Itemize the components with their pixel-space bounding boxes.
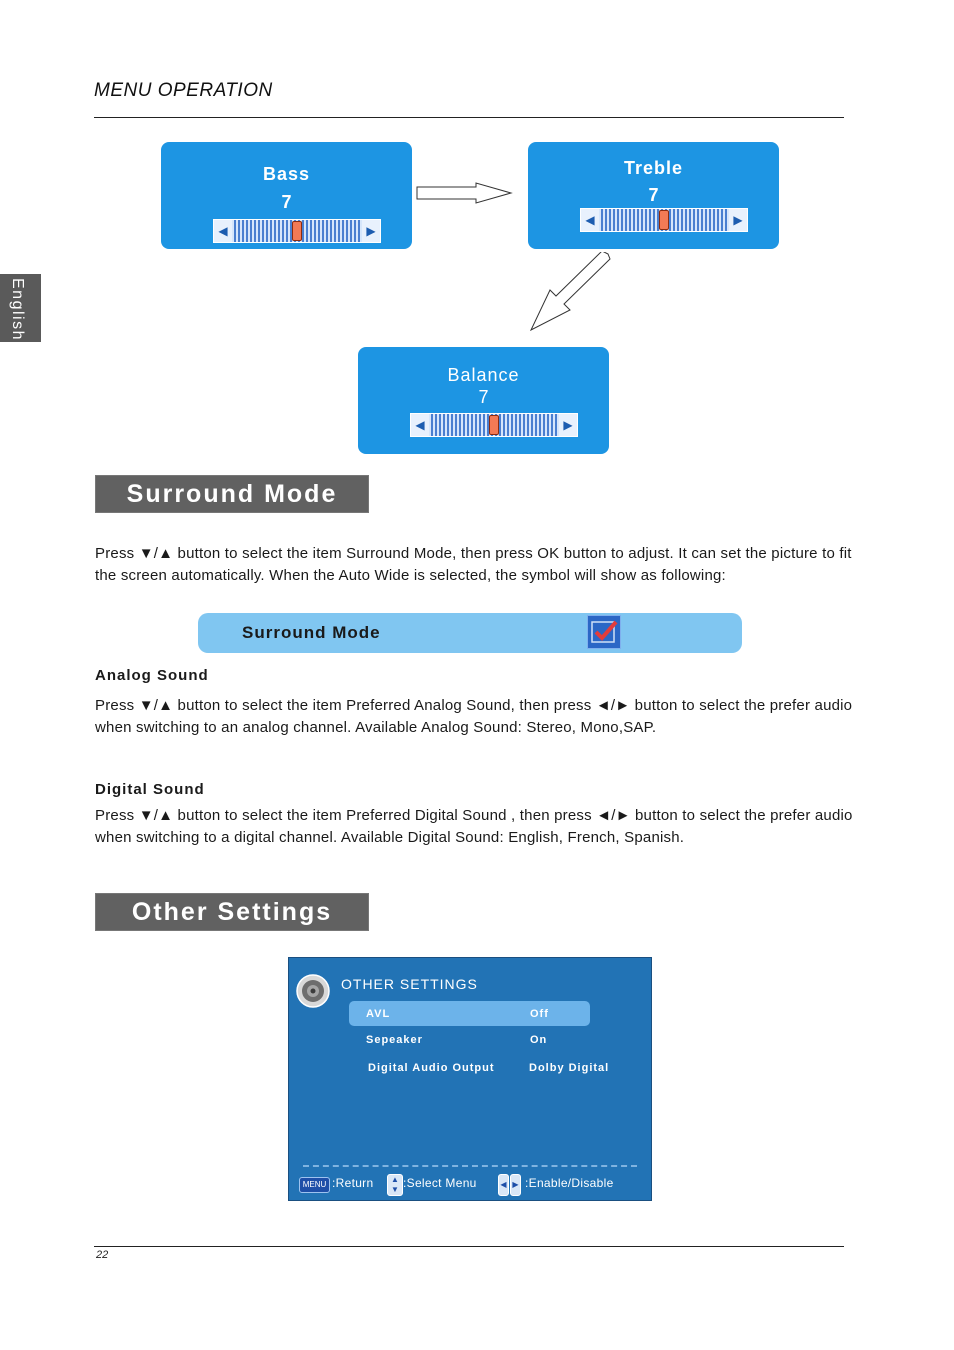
right-arrow-icon: [416, 182, 514, 204]
row-avl-label[interactable]: AVL: [366, 1008, 391, 1020]
speaker-icon: [296, 974, 330, 1008]
footer-enable-text: :Enable/Disable: [525, 1176, 614, 1190]
balance-value: 7: [478, 387, 489, 407]
language-side-tab: [0, 274, 41, 342]
bass-slider[interactable]: [213, 219, 381, 243]
header-divider: [94, 117, 844, 118]
balance-right-arrow-icon: ▶: [559, 414, 577, 436]
digital-sound-heading: Digital Sound: [95, 781, 205, 798]
surround-mode-paragraph: Press ▼/▲ button to select the item Surround Mode, then press OK button to adjust. It can set the picture to fit the screen automatically. When the Auto Wide is selected, the symbol will show as following:: [95, 545, 852, 584]
surround-mode-menu-bar[interactable]: [198, 613, 742, 653]
bass-osd-box: [161, 142, 412, 249]
row-speaker-label[interactable]: Sepeaker: [366, 1034, 423, 1046]
other-settings-panel: [288, 957, 652, 1201]
checkbox-checked-icon[interactable]: [587, 615, 621, 649]
balance-slider-thumb[interactable]: [489, 415, 499, 435]
footer-divider-line: [94, 1246, 844, 1247]
surround-mode-bar-label: Surround Mode: [242, 623, 381, 642]
balance-osd-box: [358, 347, 609, 454]
treble-slider[interactable]: [580, 208, 748, 232]
digital-sound-paragraph: Press ▼/▲ button to select the item Preferred Digital Sound , then press ◄/► button to select the prefer audio when switching to a digital channel. Available Digital Sound: English, French, Spanish.: [95, 807, 853, 846]
treble-label: Treble: [623, 158, 684, 178]
up-down-nav-icon: ▲ ▼: [387, 1174, 403, 1196]
analog-sound-heading: Analog Sound: [95, 667, 209, 684]
page-number: 22: [96, 1249, 109, 1261]
bass-slider-thumb[interactable]: [292, 221, 302, 241]
surround-mode-heading: Surround Mode: [95, 475, 369, 513]
treble-right-arrow-icon: ▶: [729, 209, 747, 231]
treble-value: 7: [648, 185, 659, 205]
bass-left-arrow-icon: ◀: [214, 220, 232, 242]
panel-title: OTHER SETTINGS: [341, 976, 478, 992]
balance-slider[interactable]: [410, 413, 578, 437]
row-speaker-value[interactable]: On: [530, 1034, 548, 1046]
balance-left-arrow-icon: ◀: [411, 414, 429, 436]
footer-select-text: :Select Menu: [403, 1176, 477, 1190]
row-digital-audio-output-label[interactable]: Digital Audio Output: [368, 1062, 495, 1074]
footer-return-text: :Return: [332, 1176, 374, 1190]
treble-left-arrow-icon: ◀: [581, 209, 599, 231]
down-left-arrow-icon: [528, 252, 612, 332]
bass-right-arrow-icon: ▶: [362, 220, 380, 242]
other-settings-heading: Other Settings: [95, 893, 369, 931]
bass-label: Bass: [262, 164, 311, 184]
bass-value: 7: [281, 192, 292, 212]
treble-slider-thumb[interactable]: [659, 210, 669, 230]
row-avl-value[interactable]: Off: [530, 1008, 549, 1020]
right-nav-icon: ▶: [510, 1174, 521, 1196]
footer-divider: [303, 1165, 637, 1167]
left-nav-icon: ◀: [498, 1174, 509, 1196]
treble-osd-box: [528, 142, 779, 249]
page-header-title: MENU OPERATION: [94, 80, 273, 101]
menu-key-icon: MENU: [299, 1177, 330, 1193]
row-digital-audio-output-value[interactable]: Dolby Digital: [529, 1062, 610, 1074]
analog-sound-paragraph: Press ▼/▲ button to select the item Preferred Analog Sound, then press ◄/► button to select the prefer audio when switching to an analog channel. Available Analog Sound: Stereo, Mono,SAP.: [95, 697, 853, 736]
balance-label: Balance: [447, 365, 520, 385]
side-tab-label: English: [9, 278, 26, 341]
